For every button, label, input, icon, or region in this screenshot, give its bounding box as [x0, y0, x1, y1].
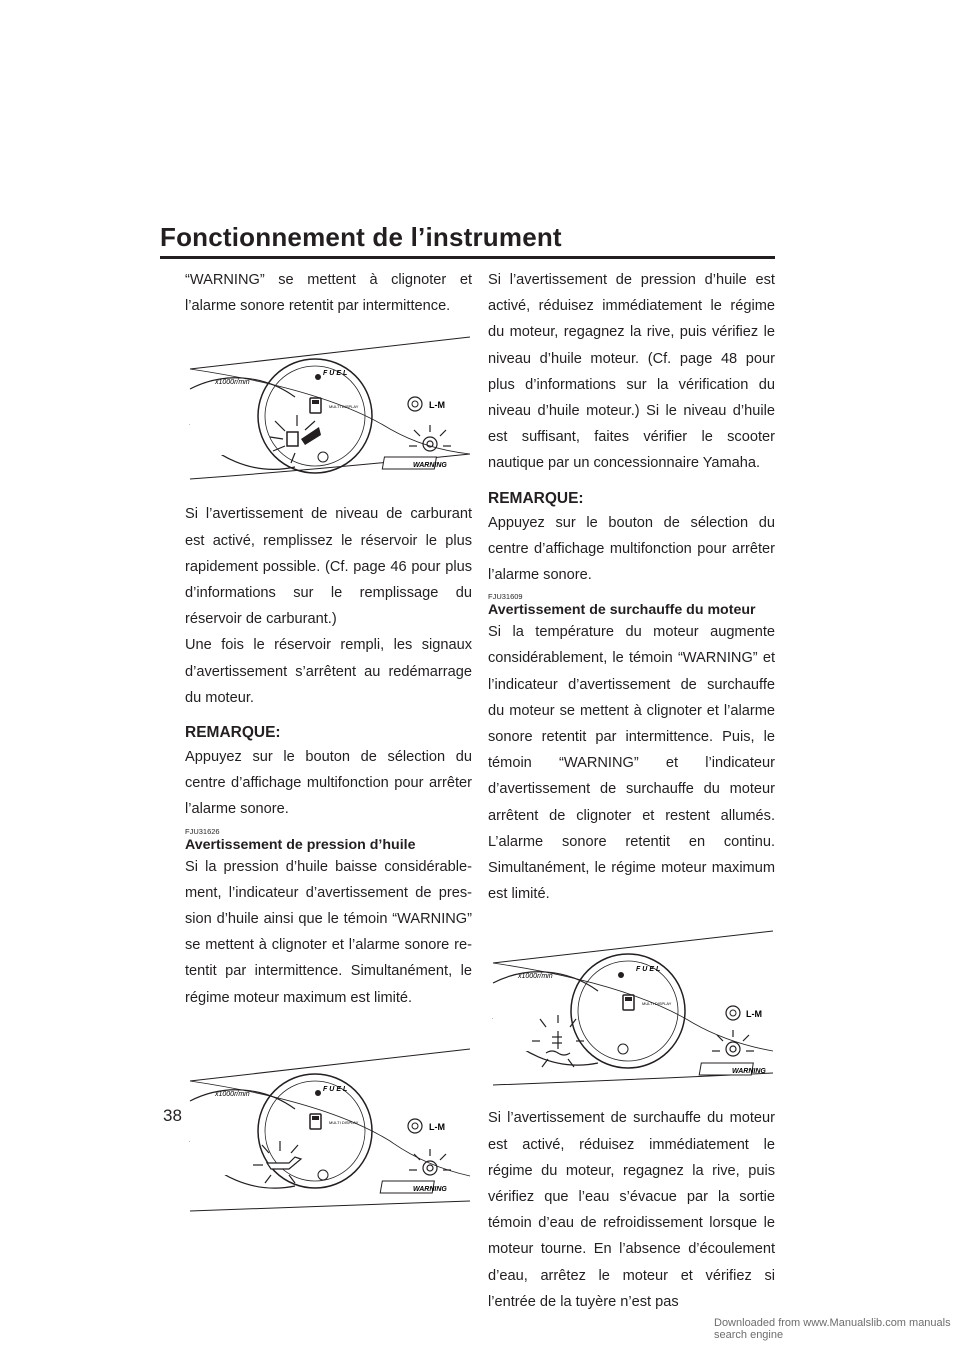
- warning-label: WARNING: [413, 462, 447, 470]
- section-heading: Avertissement de surchauffe du moteur: [488, 602, 756, 619]
- warning-lamp-flash-icon: [409, 425, 451, 451]
- fuel-pump-icon: [623, 995, 634, 1010]
- section-code: FJU31609: [488, 592, 523, 602]
- multi-display-label: MULTI DISPLAY: [329, 404, 359, 410]
- right-paragraph-3: Si l’avertissement de surchauffe du moteur est activé, réduisez immédiatement le régime du moteur, regagnez la rive, puis vérifiez que l’eau s’évacue par la sortie témoin d’eau de refroidissement lorsque le moteur tourne. En l’absence d’écoulement d’eau, arrêtez le moteur et vérifiez si l’entrée de la tuyère n’est pas: [488, 1110, 775, 1310]
- warning-lamp-flash-icon: [409, 1149, 451, 1175]
- right-column: [488, 267, 775, 1315]
- tachometer-unit-label: x1000r/min: [215, 379, 250, 387]
- tachometer-unit-label: x1000r/min: [518, 973, 553, 981]
- page-number: 38: [163, 1106, 182, 1125]
- fuel-warning-figure: [185, 329, 472, 489]
- warning-dot-icon: [315, 1090, 321, 1096]
- oil-pressure-warning-figure: [185, 1041, 472, 1221]
- footer-watermark: Downloaded from www.Manualslib.com manuals search engine: [714, 1317, 951, 1341]
- note-text: Appuyez sur le bouton de sélection du centre d’affichage multifonction pour arrêter l’alarme sonore.: [488, 514, 775, 584]
- warning-label: WARNING: [413, 1185, 447, 1193]
- title-underline: [160, 256, 775, 259]
- fuel-pump-icon: [310, 398, 321, 413]
- note-title: REMARQUE:: [185, 724, 281, 742]
- note-text: Appuyez sur le bouton de sélection du centre d’affichage multifonction pour arrêter l’alarme sonore.: [185, 749, 472, 818]
- fuel-gauge-label: FUEL: [636, 966, 663, 974]
- engine-overheat-warning-figure: [488, 923, 775, 1093]
- lm-indicator-icon: [408, 397, 422, 411]
- warning-dot-icon: [315, 374, 321, 380]
- fuel-gauge-label: FUEL: [323, 370, 350, 378]
- left-paragraph-4: Si la pression d’huile baisse considérablement, l’indicateur d’avertissement de pression d’huile ainsi que le témoin “WARNING” se mettent à clignoter et l’alarme sonore retentit par intermittence. Simultanément, le régime moteur maximum est limité.: [185, 858, 472, 1006]
- warning-label: WARNING: [732, 1068, 766, 1076]
- lm-label: L-M: [429, 1121, 445, 1132]
- section-code: FJU31626: [185, 826, 220, 836]
- warning-dot-icon: [618, 972, 624, 978]
- multi-display-label: MULTI DISPLAY: [642, 1001, 672, 1007]
- fuel-gauge-label: FUEL: [323, 1085, 350, 1093]
- left-paragraph-2: Si l’avertissement de niveau de carburant est activé, remplissez le réservoir le plus rapidement possible. (Cf. page 46 pour plus d’informations sur le remplissage du réservoir de carburant.): [185, 506, 472, 628]
- tachometer-unit-label: x1000r/min: [215, 1090, 250, 1098]
- multi-display-label: MULTI DISPLAY: [329, 1119, 359, 1125]
- fuel-pump-icon: [310, 1114, 321, 1129]
- warning-lamp-flash-icon: [712, 1030, 754, 1056]
- lm-label: L-M: [429, 400, 445, 411]
- lm-label: L-M: [746, 1009, 762, 1020]
- right-paragraph-2: Si la température du moteur augmente considérablement, le témoin “WARNING” et l’indicateur d’avertissement de surchauffe du moteur se mettent à clignoter et l’alarme sonore retentit par intermittence. Puis, le témoin “WARNING” et l’indicateur d’avertissement de surchauffe du moteur arrêtent de clignoter et restent allumés. L’alarme sonore retentit en continu. Simultanément, le régime moteur maximum est limité.: [488, 624, 775, 903]
- section-heading: Avertissement de pression d’huile: [185, 836, 416, 853]
- left-column: [185, 267, 472, 1233]
- right-paragraph-1: Si l’avertissement de pression d’huile est activé, réduisez immédiatement le régime du moteur, regagnez la rive, puis vérifiez le niveau d’huile moteur. (Cf. page 48 pour plus d’informations sur la vérification du niveau d’huile moteur.) Si le niveau d’huile est suffisant, faites vérifier le scooter nautique par un concessionnaire Yamaha.: [488, 272, 775, 472]
- note-title: REMARQUE:: [488, 489, 584, 507]
- page-title: Fonctionnement de l’instrument: [160, 222, 562, 252]
- lm-indicator-icon: [726, 1006, 740, 1020]
- left-paragraph-1: “WARNING” se mettent à clignoter et l’alarme sonore retentit par intermittence.: [185, 272, 472, 315]
- lm-indicator-icon: [408, 1119, 422, 1133]
- left-paragraph-3: Une fois le réservoir rempli, les signaux d’avertissement s’arrêtent au redémarrage du moteur.: [185, 637, 472, 706]
